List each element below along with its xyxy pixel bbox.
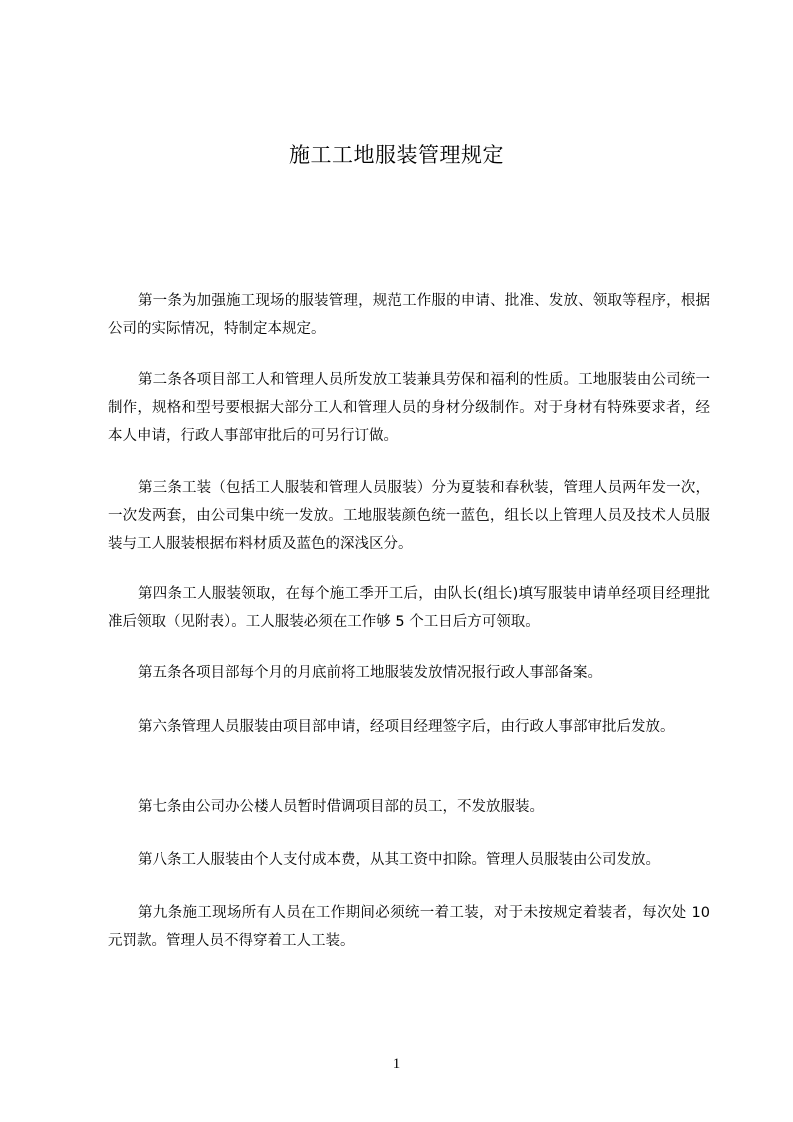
document-title: 施工工地服装管理规定: [289, 143, 504, 167]
article-1-paragraph: 第一条为加强施工现场的服装管理，规范工作服的申请、批准、发放、领取等程序，根据公司的实际情况，特制定本规定。: [108, 293, 710, 337]
article-6-paragraph: 第六条管理人员服装由项目部申请，经项目经理签字后，由行政人事部审批后发放。: [138, 719, 675, 735]
article-7-paragraph: 第七条由公司办公楼人员暂时借调项目部的员工，不发放服装。: [138, 799, 544, 815]
article-3-paragraph: 第三条工装（包括工人服装和管理人员服装）分为夏装和春秋装，管理人员两年发一次，一次发两套，由公司集中统一发放。工地服装颜色统一蓝色，组长以上管理人员及技术人员服装与工人服装根据布料材质及蓝色的深浅区分。: [108, 480, 710, 552]
article-8-paragraph: 第八条工人服装由个人支付成本费，从其工资中扣除。管理人员服装由公司发放。: [138, 852, 660, 868]
article-2-paragraph: 第二条各项目部工人和管理人员所发放工装兼具劳保和福利的性质。工地服装由公司统一制作，规格和型号要根据大部分工人和管理人员的身材分级制作。对于身材有特殊要求者，经本人申请，行政人事部审批后的可另行订做。: [108, 372, 710, 444]
article-9-paragraph: 第九条施工现场所有人员在工作期间必须统一着工装，对于未按规定着装者，每次处 10 元罚款。管理人员不得穿着工人工装。: [108, 905, 710, 949]
page-number: 1: [392, 1056, 401, 1072]
article-4-paragraph: 第四条工人服装领取，在每个施工季开工后，由队长(组长)填写服装申请单经项目经理批准后领取（见附表）。工人服装必须在工作够 5 个工日后方可领取。: [108, 586, 710, 630]
article-5-paragraph: 第五条各项目部每个月的月底前将工地服装发放情况报行政人事部备案。: [138, 665, 602, 681]
